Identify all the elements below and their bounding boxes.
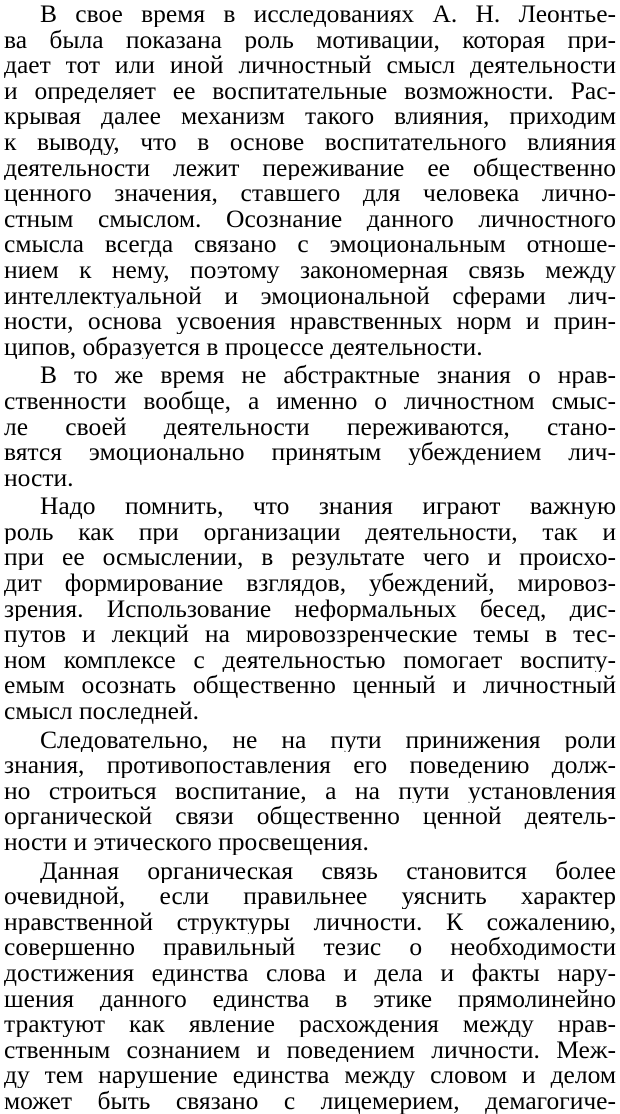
text-line: ценного значения, ставшего для человека лично- <box>4 180 616 206</box>
text-line: ности, основа усвоения нравственных норм и прин- <box>4 308 616 334</box>
text-line: дает тот или иной личностный смысл деятельности <box>4 52 616 78</box>
text-line: путов и лекций на мировоззренческие темы в тес- <box>4 621 616 647</box>
text-line: может быть связано с лицемерием, демагогиче- <box>4 1087 616 1114</box>
text-line: ном комплексе с деятельностью помогает воспиту- <box>4 646 616 673</box>
text-line: деятельности лежит переживание ее общественно <box>4 154 616 181</box>
text-line: роль как при организации деятельности, так и <box>4 518 616 545</box>
paragraph <box>4 493 616 723</box>
text-line: ственности вообще, а именно о личностном смыс- <box>4 387 616 414</box>
text-line: зрения. Использование неформальных бесед, дис- <box>4 595 616 622</box>
text-line: Надо помнить, что знания играют важную <box>40 493 616 519</box>
text-line: знания, противопоставления его поведению долж- <box>4 752 616 778</box>
text-line: нием к нему, поэтому закономерная связь между <box>4 256 616 283</box>
text-line: В то же время не абстрактные знания о нрав- <box>40 362 616 388</box>
text-line: смысла всегда связано с эмоциональным отноше- <box>4 231 616 257</box>
paragraph <box>4 727 616 855</box>
text-line: стным смыслом. Осознание данного личностного <box>4 205 616 232</box>
text-line: вятся эмоционально принятым убеждением лич- <box>4 439 616 465</box>
text-line: ду тем нарушение единства между словом и делом <box>4 1062 616 1088</box>
text-line: ле своей деятельности переживаются, стано- <box>4 413 616 440</box>
document-page <box>4 0 616 1114</box>
text-line: при ее осмыслении, в результате чего и происхо- <box>4 544 616 571</box>
text-line: интеллектуальной и эмоциональной сферами лич- <box>4 282 616 309</box>
paragraph <box>4 1 616 359</box>
text-line: ственным сознанием и поведением личности. Меж- <box>4 1036 616 1063</box>
paragraph <box>4 858 616 1114</box>
text-line: емым осознать общественно ценный и личностный <box>4 672 616 699</box>
text-line: но строиться воспитание, а на пути установления <box>4 777 616 804</box>
text-line: крывая далее механизм такого влияния, приходим <box>4 103 616 129</box>
text-line: трактуют как явление расхождения между нрав- <box>4 1011 616 1037</box>
text-line: нравственной структуры личности. К сожалению, <box>4 908 616 935</box>
paragraph <box>4 362 616 490</box>
text-line: к выводу, что в основе воспитательного влияния <box>4 128 616 155</box>
text-line: смысл последней. <box>4 698 200 724</box>
text-line: дит формирование взглядов, убеждений, мировоз- <box>4 570 616 596</box>
text-line: Следовательно, не на пути принижения роли <box>40 726 616 753</box>
text-line: органической связи общественно ценной деятель- <box>4 803 616 829</box>
text-line: ципов, образуется в процессе деятельности. <box>4 333 483 360</box>
text-line: и определяет ее воспитательные возможности. Рас- <box>4 77 616 104</box>
text-line: Данная органическая связь становится более <box>40 857 616 884</box>
text-line: ва была показана роль мотивации, которая при- <box>4 26 616 53</box>
text-line: совершенно правильный тезис о необходимости <box>4 934 616 960</box>
text-line: очевидной, если правильнее уяснить характер <box>4 883 616 909</box>
text-line: В свое время в исследованиях А. Н. Леонтье- <box>40 1 616 27</box>
text-line: шения данного единства в этике прямолинейно <box>4 985 616 1012</box>
text-line: ности. <box>4 464 74 491</box>
text-line: достижения единства слова и дела и факты нару- <box>4 959 616 986</box>
text-line: ности и этического просвещения. <box>4 829 369 855</box>
